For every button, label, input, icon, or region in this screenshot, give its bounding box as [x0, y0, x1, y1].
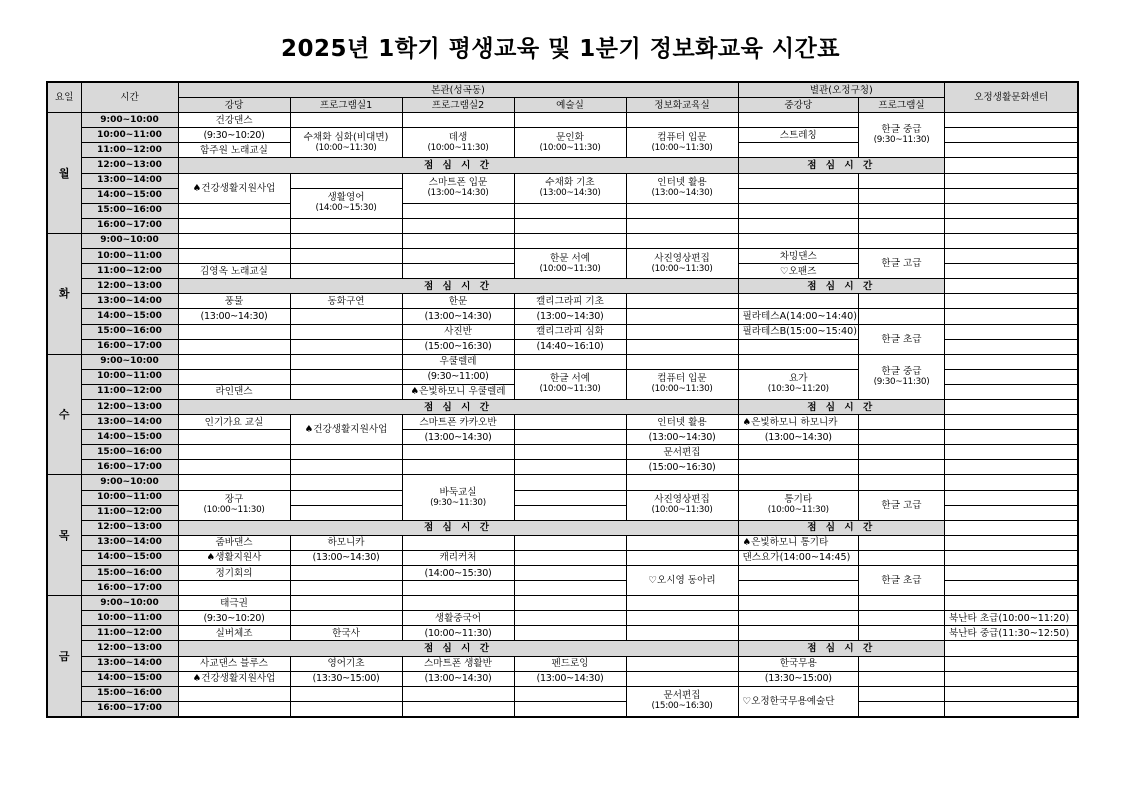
class-cell: 차밍댄스 [738, 249, 858, 264]
time-slot: 15:00~16:00 [81, 203, 178, 218]
class-cell: 줌바댄스 [178, 535, 290, 550]
class-cell: 스마트폰 입문 (13:00~14:30) [402, 173, 514, 203]
time-slot: 9:00~10:00 [81, 113, 178, 128]
time-slot: 11:00~12:00 [81, 143, 178, 158]
class-time: (13:00~14:30) [514, 671, 626, 686]
day-label: 월 [47, 113, 81, 234]
class-cell: 김영옥 노래교실 [178, 264, 290, 279]
class-cell: 컴퓨터 입문 (10:00~11:30) [626, 128, 738, 158]
lunch-row: 점 심 시 간 [178, 399, 738, 414]
time-slot: 13:00~14:00 [81, 294, 178, 309]
class-cell: 한글 서예 (10:00~11:30) [514, 369, 626, 399]
class-cell: ♡오정한국무용예술단 [738, 686, 858, 717]
class-cell: 북난타 중급(11:30~12:50) [944, 626, 1078, 641]
class-cell: 정기회의 [178, 566, 290, 581]
time-slot: 11:00~12:00 [81, 505, 178, 520]
class-cell: 우쿨렐레 [402, 354, 514, 369]
day-label: 목 [47, 475, 81, 596]
class-cell: 스트레칭 [738, 128, 858, 143]
time-slot: 10:00~11:00 [81, 249, 178, 264]
time-slot: 13:00~14:00 [81, 415, 178, 430]
page-title: 2025년 1학기 평생교육 및 1분기 정보화교육 시간표 [281, 36, 840, 62]
time-slot: 10:00~11:00 [81, 128, 178, 143]
class-cell: 사교댄스 블루스 [178, 656, 290, 671]
time-slot: 16:00~17:00 [81, 218, 178, 233]
class-time: (9:30~10:20) [178, 611, 290, 626]
class-cell: 스마트폰 카카오반 [402, 415, 514, 430]
lunch-row: 점 심 시 간 [178, 158, 738, 173]
class-time: (13:30~15:00) [290, 671, 402, 686]
time-slot: 9:00~10:00 [81, 354, 178, 369]
time-slot: 12:00~13:00 [81, 279, 178, 294]
header-room: 정보화교육실 [626, 98, 738, 113]
time-slot: 14:00~15:00 [81, 671, 178, 686]
class-cell: 한글 고급 [858, 490, 944, 520]
class-cell: 컴퓨터 입문 (10:00~11:30) [626, 369, 738, 399]
header-center: 오정생활문화센터 [944, 82, 1078, 113]
class-cell: 펜드로잉 [514, 656, 626, 671]
class-cell: 데생 (10:00~11:30) [402, 128, 514, 158]
class-time: (14:40~16:10) [514, 339, 626, 354]
time-slot: 15:00~16:00 [81, 566, 178, 581]
class-cell: 캘리그라피 기초 [514, 294, 626, 309]
class-cell: 인터넷 활용 [626, 415, 738, 430]
class-cell: 장구 (10:00~11:30) [178, 490, 290, 520]
time-slot: 13:00~14:00 [81, 656, 178, 671]
class-cell: ♠은빛하모니 하모니카 [738, 415, 858, 430]
class-cell: ♠건강생활지원사업 [178, 671, 290, 686]
day-label: 화 [47, 233, 81, 354]
time-slot: 12:00~13:00 [81, 520, 178, 535]
class-cell: 필라테스B(15:00~15:40) [738, 324, 858, 339]
header-room: 예술실 [514, 98, 626, 113]
time-slot: 16:00~17:00 [81, 581, 178, 596]
time-slot: 12:00~13:00 [81, 158, 178, 173]
class-time: (13:00~14:30) [626, 430, 738, 445]
class-cell: 한글 중급 (9:30~11:30) [858, 113, 944, 158]
header-time: 시간 [81, 82, 178, 113]
header-main-building: 본관(성곡동) [178, 82, 738, 98]
class-cell: 사진반 [402, 324, 514, 339]
class-time: (13:00~14:30) [402, 309, 514, 324]
time-slot: 14:00~15:00 [81, 430, 178, 445]
class-cell: 생활중국어 [402, 611, 514, 626]
time-slot: 16:00~17:00 [81, 460, 178, 475]
class-cell: 함주원 노래교실 [178, 143, 290, 158]
class-cell: 필라테스A(14:00~14:40) [738, 309, 858, 324]
class-cell: ♡오팬즈 [738, 264, 858, 279]
class-cell: 문인화 (10:00~11:30) [514, 128, 626, 158]
class-cell: 한국무용 [738, 656, 858, 671]
class-cell: 동화구연 [290, 294, 402, 309]
class-time: (15:00~16:30) [402, 339, 514, 354]
time-slot: 16:00~17:00 [81, 701, 178, 717]
header-room: 프로그램실1 [290, 98, 402, 113]
time-slot: 15:00~16:00 [81, 686, 178, 701]
class-cell: 실버체조 [178, 626, 290, 641]
class-cell: 수채화 심화(비대면) (10:00~11:30) [290, 128, 402, 158]
class-cell: 한문 [402, 294, 514, 309]
class-time: (14:00~15:30) [402, 566, 514, 581]
class-cell: 한국사 [290, 626, 402, 641]
class-time: (13:00~14:30) [738, 430, 858, 445]
time-slot: 13:00~14:00 [81, 173, 178, 188]
lunch-row: 점 심 시 간 [738, 279, 944, 294]
time-slot: 14:00~15:00 [81, 188, 178, 203]
class-cell: ♠생활지원사 [178, 550, 290, 565]
time-slot: 12:00~13:00 [81, 641, 178, 656]
time-slot: 16:00~17:00 [81, 339, 178, 354]
class-time: (13:00~14:30) [178, 309, 290, 324]
lunch-row: 점 심 시 간 [738, 641, 944, 656]
class-time: (13:00~14:30) [402, 430, 514, 445]
class-cell: 문서편집 [626, 445, 738, 460]
time-slot: 10:00~11:00 [81, 369, 178, 384]
class-cell: 하모니카 [290, 535, 402, 550]
lunch-row: 점 심 시 간 [178, 520, 738, 535]
class-cell: 문서편집 (15:00~16:30) [626, 686, 738, 717]
class-cell: ♡오시영 동아리 [626, 566, 738, 596]
class-cell: 캘리그라피 심화 [514, 324, 626, 339]
class-time: (15:00~16:30) [626, 460, 738, 475]
class-cell: 요가 (10:30~11:20) [738, 369, 858, 399]
class-time: (13:00~14:30) [514, 309, 626, 324]
time-slot: 14:00~15:00 [81, 309, 178, 324]
lunch-row: 점 심 시 간 [738, 399, 944, 414]
lunch-row: 점 심 시 간 [178, 641, 738, 656]
header-room: 강당 [178, 98, 290, 113]
time-slot: 13:00~14:00 [81, 535, 178, 550]
time-slot: 11:00~12:00 [81, 626, 178, 641]
time-slot: 14:00~15:00 [81, 550, 178, 565]
class-cell: 한글 초급 [858, 566, 944, 596]
class-time: (13:00~14:30) [402, 671, 514, 686]
class-time: (9:30~10:20) [178, 128, 290, 143]
class-cell: 사진영상편집 (10:00~11:30) [626, 249, 738, 279]
class-time: (9:30~11:00) [402, 369, 514, 384]
lunch-row: 점 심 시 간 [738, 520, 944, 535]
time-slot: 9:00~10:00 [81, 596, 178, 611]
class-cell: 북난타 초급(10:00~11:20) [944, 611, 1078, 626]
time-slot: 9:00~10:00 [81, 475, 178, 490]
header-room: 중강당 [738, 98, 858, 113]
class-cell: 사진영상편집 (10:00~11:30) [626, 490, 738, 520]
lunch-row: 점 심 시 간 [738, 158, 944, 173]
day-label: 금 [47, 596, 81, 717]
lunch-row: 점 심 시 간 [178, 279, 738, 294]
class-cell: 캐리커처 [402, 550, 514, 565]
time-slot: 11:00~12:00 [81, 384, 178, 399]
class-cell: 한글 초급 [858, 324, 944, 354]
class-cell: ♠건강생활지원사업 [290, 415, 402, 445]
class-cell: 건강댄스 [178, 113, 290, 128]
class-cell: 한글 중급 (9:30~11:30) [858, 354, 944, 399]
time-slot: 11:00~12:00 [81, 264, 178, 279]
time-slot: 12:00~13:00 [81, 399, 178, 414]
class-cell: 수채화 기초 (13:00~14:30) [514, 173, 626, 203]
time-slot: 9:00~10:00 [81, 233, 178, 248]
time-slot: 10:00~11:00 [81, 611, 178, 626]
class-cell: 인기가요 교실 [178, 415, 290, 430]
class-cell: ♠은빛하모니 우쿨렐레 [402, 384, 514, 399]
header-room: 프로그램실 [858, 98, 944, 113]
class-cell: 태극권 [178, 596, 290, 611]
class-cell: 라인댄스 [178, 384, 290, 399]
class-time: (13:00~14:30) [290, 550, 402, 565]
time-slot: 15:00~16:00 [81, 324, 178, 339]
class-cell: 생활영어 (14:00~15:30) [290, 188, 402, 218]
class-cell: 풍물 [178, 294, 290, 309]
class-time: (13:30~15:00) [738, 671, 858, 686]
class-cell: 스마트폰 생활반 [402, 656, 514, 671]
class-cell: 인터넷 활용 (13:00~14:30) [626, 173, 738, 203]
class-cell: 한글 고급 [858, 249, 944, 279]
timetable [46, 81, 1079, 718]
header-room: 프로그램실2 [402, 98, 514, 113]
day-label: 수 [47, 354, 81, 475]
class-cell: 영어기초 [290, 656, 402, 671]
time-slot: 10:00~11:00 [81, 490, 178, 505]
class-cell: 한문 서예 (10:00~11:30) [514, 249, 626, 279]
class-cell: ♠건강생활지원사업 [178, 173, 290, 203]
class-cell: ♠은빛하모니 통기타 [738, 535, 858, 550]
class-cell: 댄스요가(14:00~14:45) [738, 550, 858, 565]
time-slot: 15:00~16:00 [81, 445, 178, 460]
header-day: 요일 [47, 82, 81, 113]
header-annex: 별관(오정구청) [738, 82, 944, 98]
class-time: (10:00~11:30) [402, 626, 514, 641]
class-cell: 바둑교실 (9:30~11:30) [402, 475, 514, 520]
class-cell: 통기타 (10:00~11:30) [738, 490, 858, 520]
